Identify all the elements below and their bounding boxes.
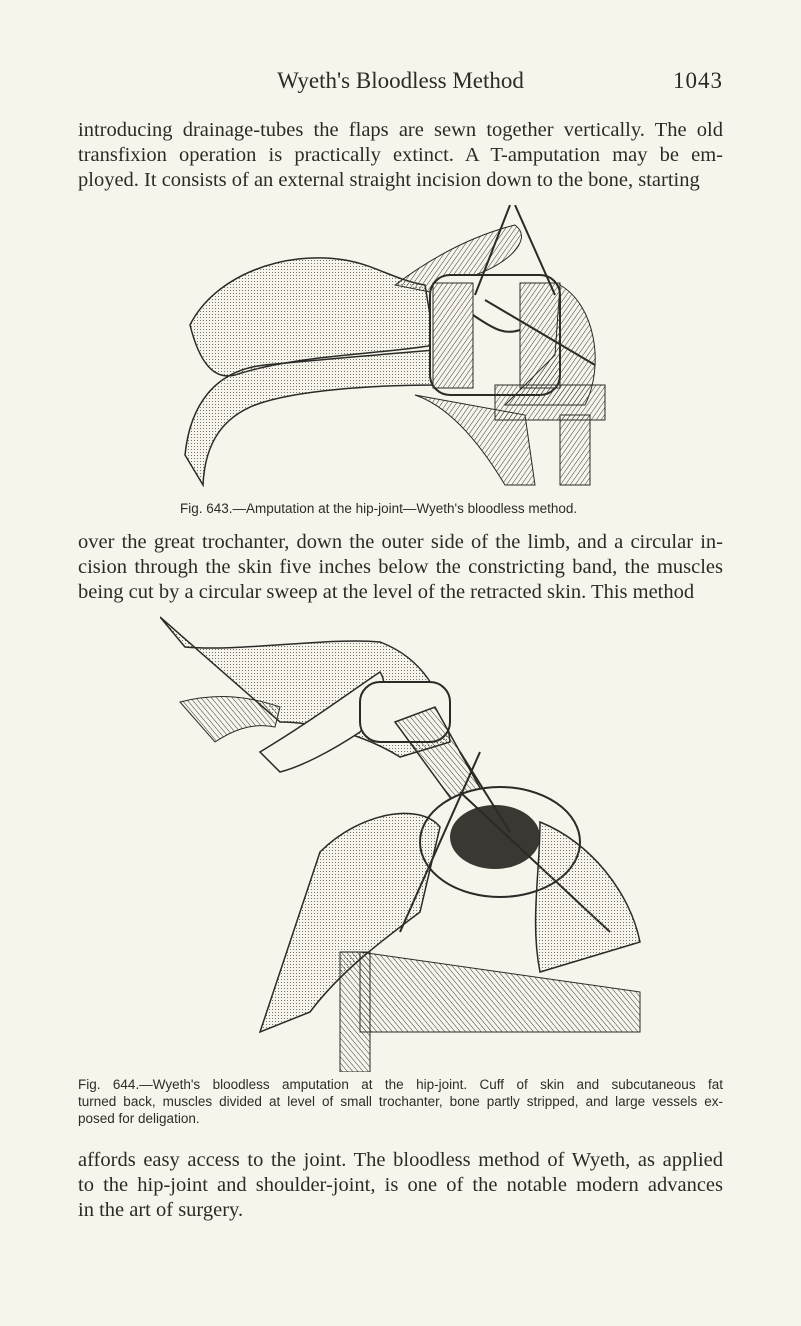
caption-line: posed for deligation. [78, 1111, 200, 1126]
text-line: in the art of surgery. [78, 1199, 244, 1221]
paragraph-2 [78, 530, 723, 605]
caption-line: Fig. 644.—Wyeth's bloodless amputation at the hip-joint. Cuff of skin and subcutaneous fat [78, 1077, 723, 1092]
figure-643-caption: Fig. 643.—Amputation at the hip-joint—Wyeth's bloodless method. [180, 501, 578, 516]
text-line: affords easy access to the joint. The bloodless method of Wyeth, as applied [78, 1149, 723, 1171]
text-line: over the great trochanter, down the outer side of the limb, and a circular in- [78, 531, 723, 553]
caption-line: turned back, muscles divided at level of small trochanter, bone partly stripped, and large vessels ex- [78, 1094, 723, 1109]
paragraph-3 [78, 1148, 723, 1223]
figure-644-caption [78, 1076, 723, 1127]
running-title: Wyeth's Bloodless Method [277, 68, 524, 93]
figure-644-illustration [160, 612, 650, 1072]
page-number: 1043 [673, 68, 723, 93]
text-line: cision through the skin five inches below the constricting band, the muscles [78, 556, 723, 578]
paragraph-1 [78, 118, 723, 193]
figure-643-illustration [175, 205, 615, 495]
text-line: introducing drainage-tubes the flaps are sewn together vertically. The old [78, 119, 723, 141]
running-header [78, 68, 723, 102]
text-line: ployed. It consists of an external straight incision down to the bone, starting [78, 169, 700, 191]
text-line: to the hip-joint and shoulder-joint, is one of the notable modern advances [78, 1174, 723, 1196]
text-line: transfixion operation is practically extinct. A T-amputation may be em- [78, 144, 723, 166]
text-line: being cut by a circular sweep at the level of the retracted skin. This method [78, 581, 695, 603]
